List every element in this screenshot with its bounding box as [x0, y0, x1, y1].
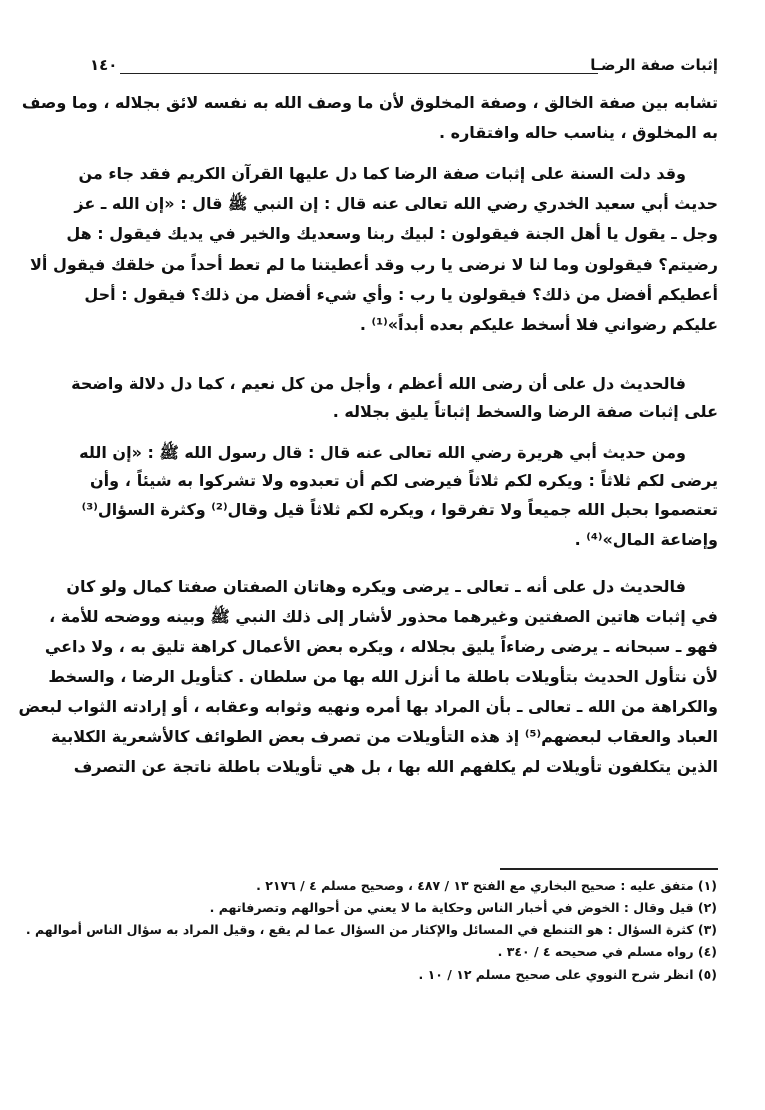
text-line: عليكم رضواني فلا أسخط عليكم بعده أبداً»⁽¹⁾ .	[359, 315, 718, 334]
text-line: رضيتم؟ فيقولون وما لنا لا نرضى يا رب وقد أعطيتنا ما لم تعط أحداً من خلقك فيقول ألا	[29, 255, 718, 274]
text-line: الذين يتكلفون تأويلات لم يكلفهم الله بها ، بل هي تأويلات باطلة ناتجة عن التصرف	[73, 757, 718, 776]
text-line: يرضى لكم ثلاثاً : ويكره لكم ثلاثاً فيرضى لكم أن تعبدوه ولا تشركوا به شيئاً ، وأن	[90, 471, 718, 490]
text-line: حديث أبي سعيد الخدري رضي الله تعالى عنه قال : إن النبي ﷺ قال : «إن الله ـ عز	[74, 194, 718, 213]
text-line: به المخلوق ، يناسب حاله وافتقاره .	[439, 123, 718, 142]
text-line: والكراهة من الله ـ تعالى ـ بأن المراد بها أمره ونهيه وثوابه وعقابه ، أو إرادته الثواب لبعض	[18, 697, 718, 716]
running-title: إثبات صفة الرضـا	[590, 56, 718, 74]
text-line: لأن نتأول الحديث بتأويلات باطلة ما أنزل الله بها من سلطان . كتأويل الرضا ، والسخط	[48, 667, 718, 686]
text-line: أعطيكم أفضل من ذلك؟ فيقولون يا رب : وأي شيء أفضل من ذلك؟ فيقول : أحل	[84, 285, 718, 304]
page-number: ١٤٠	[90, 56, 118, 74]
text-line: وجل ـ يقول يا أهل الجنة فيقولون : لبيك ربنا وسعديك والخير في يديك فيقول : هل	[66, 224, 718, 243]
footnote: (٣) كثرة السؤال : هو التنطع في المسائل والإكثار من السؤال عما لم يقع ، وقيل المراد به سؤال الناس أموالهم .	[25, 922, 717, 937]
text-line: تشابه بين صفة الخالق ، وصفة المخلوق لأن ما وصف الله به نفسه لائق بجلاله ، وما وصف	[21, 93, 718, 112]
text-line: في إثبات هاتين الصفتين وغيرهما محذور لأشار إلى ذلك النبي ﷺ وبينه ووضحه للأمة ،	[49, 607, 718, 626]
footnote: (١) متفق عليه : صحيح البخاري مع الفتح ١٣ / ٤٨٧ ، وصحيح مسلم ٤ / ٢١٧٦ .	[256, 878, 717, 893]
text-line: العباد والعقاب لبعضهم⁽⁵⁾ إذ هذه التأويلات من تصرف بعض الطوائف كالأشعرية الكلابية	[51, 727, 718, 746]
text-line: فهو ـ سبحانه ـ يرضى رضاءاً يليق بجلاله ، ويكره بعض الأعمال كراهة تليق به ، ولا داعي	[44, 637, 718, 656]
text-line: وقد دلت السنة على إثبات صفة الرضا كما دل عليها القرآن الكريم فقد جاء من	[78, 164, 686, 183]
running-header	[90, 56, 718, 80]
footnote: (٥) انظر شرح النووي على صحيح مسلم ١٢ / ١٠ .	[418, 967, 717, 982]
text-line: فالحديث دل على أنه ـ تعالى ـ يرضى ويكره وهاتان الصفتان صفتا كمال ولو كان	[66, 577, 686, 596]
header-rule	[120, 73, 598, 74]
footnote: (٢) قيل وقال : الخوض في أخبار الناس وحكاية ما لا يعني من أحوالهم وتصرفاتهم .	[209, 900, 717, 915]
text-line: تعتصموا بحبل الله جميعاً ولا تفرقوا ، ويكره لكم ثلاثاً قيل وقال⁽²⁾ وكثرة السؤال⁽³⁾	[81, 500, 718, 519]
text-line: وإضاعة المال»⁽⁴⁾ .	[574, 530, 718, 549]
text-line: فالحديث دل على أن رضى الله أعظم ، وأجل من كل نعيم ، كما دل دلالة واضحة	[71, 374, 686, 393]
text-line: على إثبات صفة الرضا والسخط إثباتاً يليق بجلاله .	[332, 402, 718, 421]
text-line: ومن حديث أبي هريرة رضي الله تعالى عنه قال : قال رسول الله ﷺ : «إن الله	[79, 443, 686, 462]
footnote: (٤) رواه مسلم في صحيحه ٤ / ٣٤٠ .	[497, 944, 717, 959]
footnote-rule	[500, 868, 718, 870]
